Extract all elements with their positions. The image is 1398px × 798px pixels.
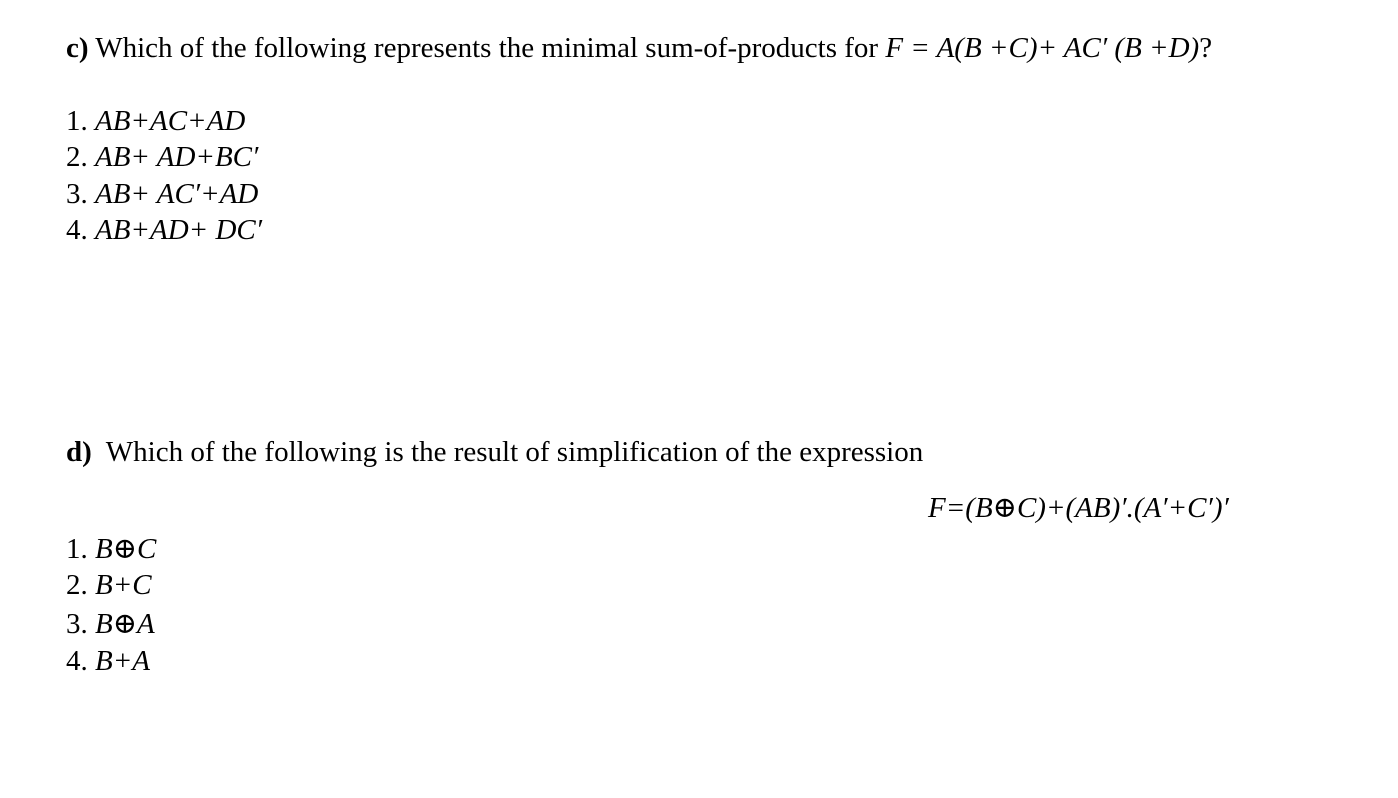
option-number: 1. [66, 533, 95, 565]
question-c-option-4 [66, 216, 262, 245]
option-expression: B⊕C [95, 533, 157, 565]
question-d-option-4 [66, 647, 150, 676]
option-number: 2. [66, 569, 95, 601]
option-expression: B+A [95, 645, 150, 677]
option-number: 1. [66, 105, 95, 137]
question-d-option-1 [66, 535, 156, 564]
question-c-option-2 [66, 143, 258, 172]
question-c-prompt [66, 34, 1212, 63]
option-expression: AB+ AD+BC′ [95, 141, 259, 173]
option-number: 4. [66, 214, 95, 246]
option-expression: AB+ AC′+AD [95, 178, 259, 210]
option-number: 3. [66, 178, 95, 210]
question-d-option-2 [66, 571, 152, 600]
option-expression: B⊕A [95, 608, 155, 640]
question-d-label: d) [66, 436, 92, 468]
question-c-end: ? [1199, 32, 1213, 64]
question-d-prompt [66, 438, 923, 467]
option-expression: AB+AD+ DC′ [95, 214, 263, 246]
option-number: 2. [66, 141, 95, 173]
question-c-formula: F = A(B +C)+ AC′ (B +D) [885, 32, 1200, 64]
question-d-option-3 [66, 610, 155, 639]
question-c-text: Which of the following represents the minimal sum-of-products for [88, 32, 886, 64]
option-number: 3. [66, 608, 95, 640]
question-c-option-1 [66, 107, 245, 136]
question-d-text: Which of the following is the result of simplification of the expression [91, 436, 924, 468]
option-number: 4. [66, 645, 95, 677]
option-expression: AB+AC+AD [95, 105, 246, 137]
question-d-formula: F=(B⊕C)+(AB)′.(A′+C′)′ [928, 492, 1229, 524]
question-c-label: c) [66, 32, 89, 64]
option-expression: B+C [95, 569, 152, 601]
question-c-option-3 [66, 180, 258, 209]
